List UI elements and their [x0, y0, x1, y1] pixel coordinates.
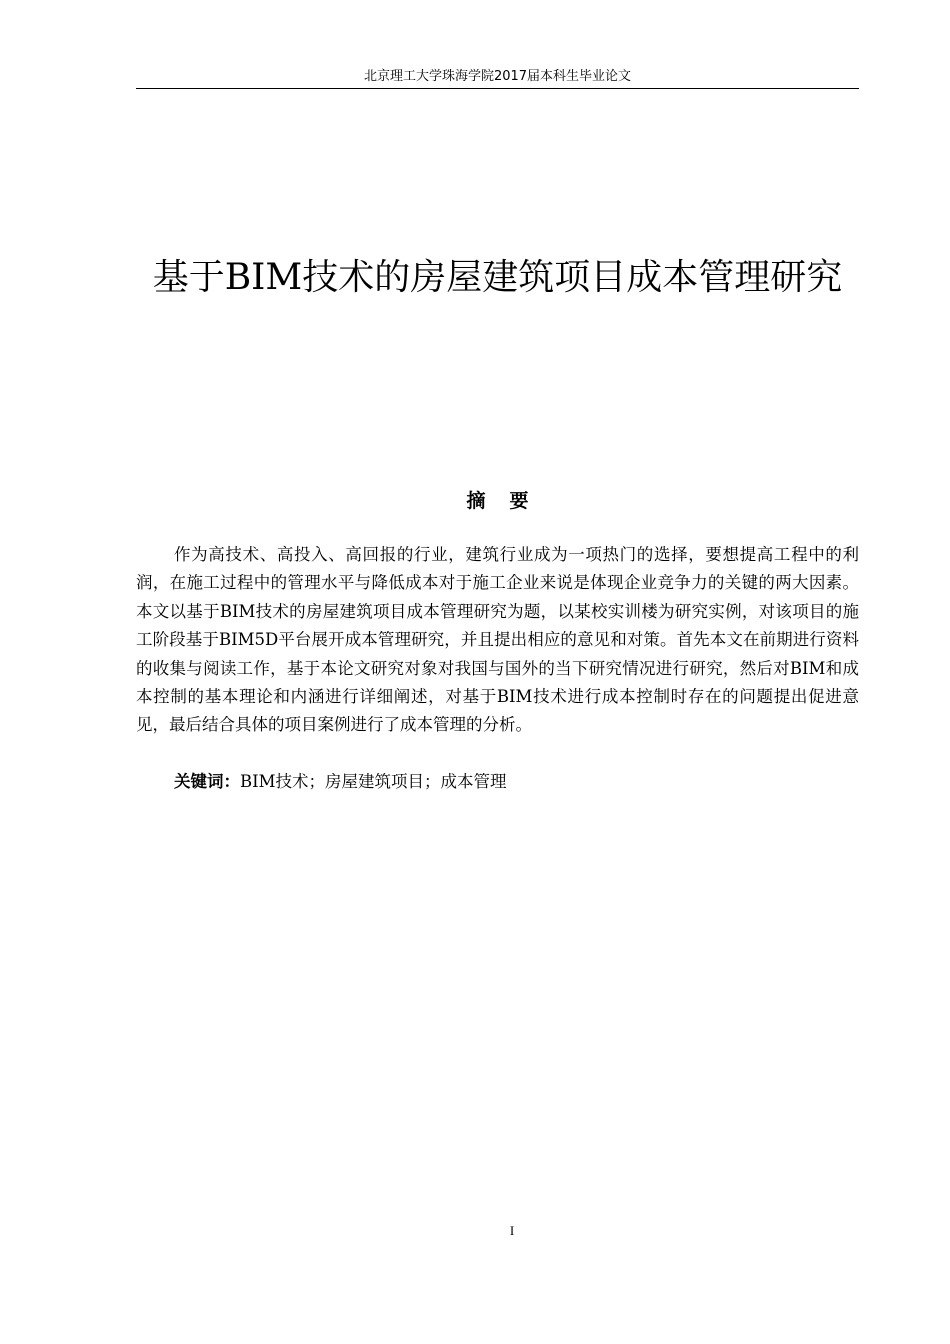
keywords-text: BIM技术；房屋建筑项目；成本管理 — [240, 772, 507, 791]
page-number: I — [509, 1223, 515, 1238]
running-header: 北京理工大学珠海学院2017届本科生毕业论文 — [363, 69, 632, 84]
thesis-title: 基于BIM技术的房屋建筑项目成本管理研究 — [152, 257, 843, 298]
keywords-line — [174, 768, 859, 796]
keywords-label: 关键词： — [174, 772, 240, 791]
abstract-paragraph: 作为高技术、高投入、高回报的行业，建筑行业成为一项热门的选择，要想提高工程中的利润，在施工过程中的管理水平与降低成本对于施工企业来说是体现企业竞争力的关键的两大因素。本文以基于BIM技术的房屋建筑项目成本管理研究为题，以某校实训楼为研究实例，对该项目的施工阶段基于BIM5D平台展开成本管理研究，并且提出相应的意见和对策。首先本文在前期进行资料的收集与阅读工作，基于本论文研究对象对我国与国外的当下研究情况进行研究，然后对BIM和成本控制的基本理论和内涵进行详细阐述，对基于BIM技术进行成本控制时存在的问题提出促进意见，最后结合具体的项目案例进行了成本管理的分析。 — [136, 545, 859, 735]
header-divider — [136, 88, 859, 89]
abstract-heading: 摘要 — [466, 490, 553, 512]
